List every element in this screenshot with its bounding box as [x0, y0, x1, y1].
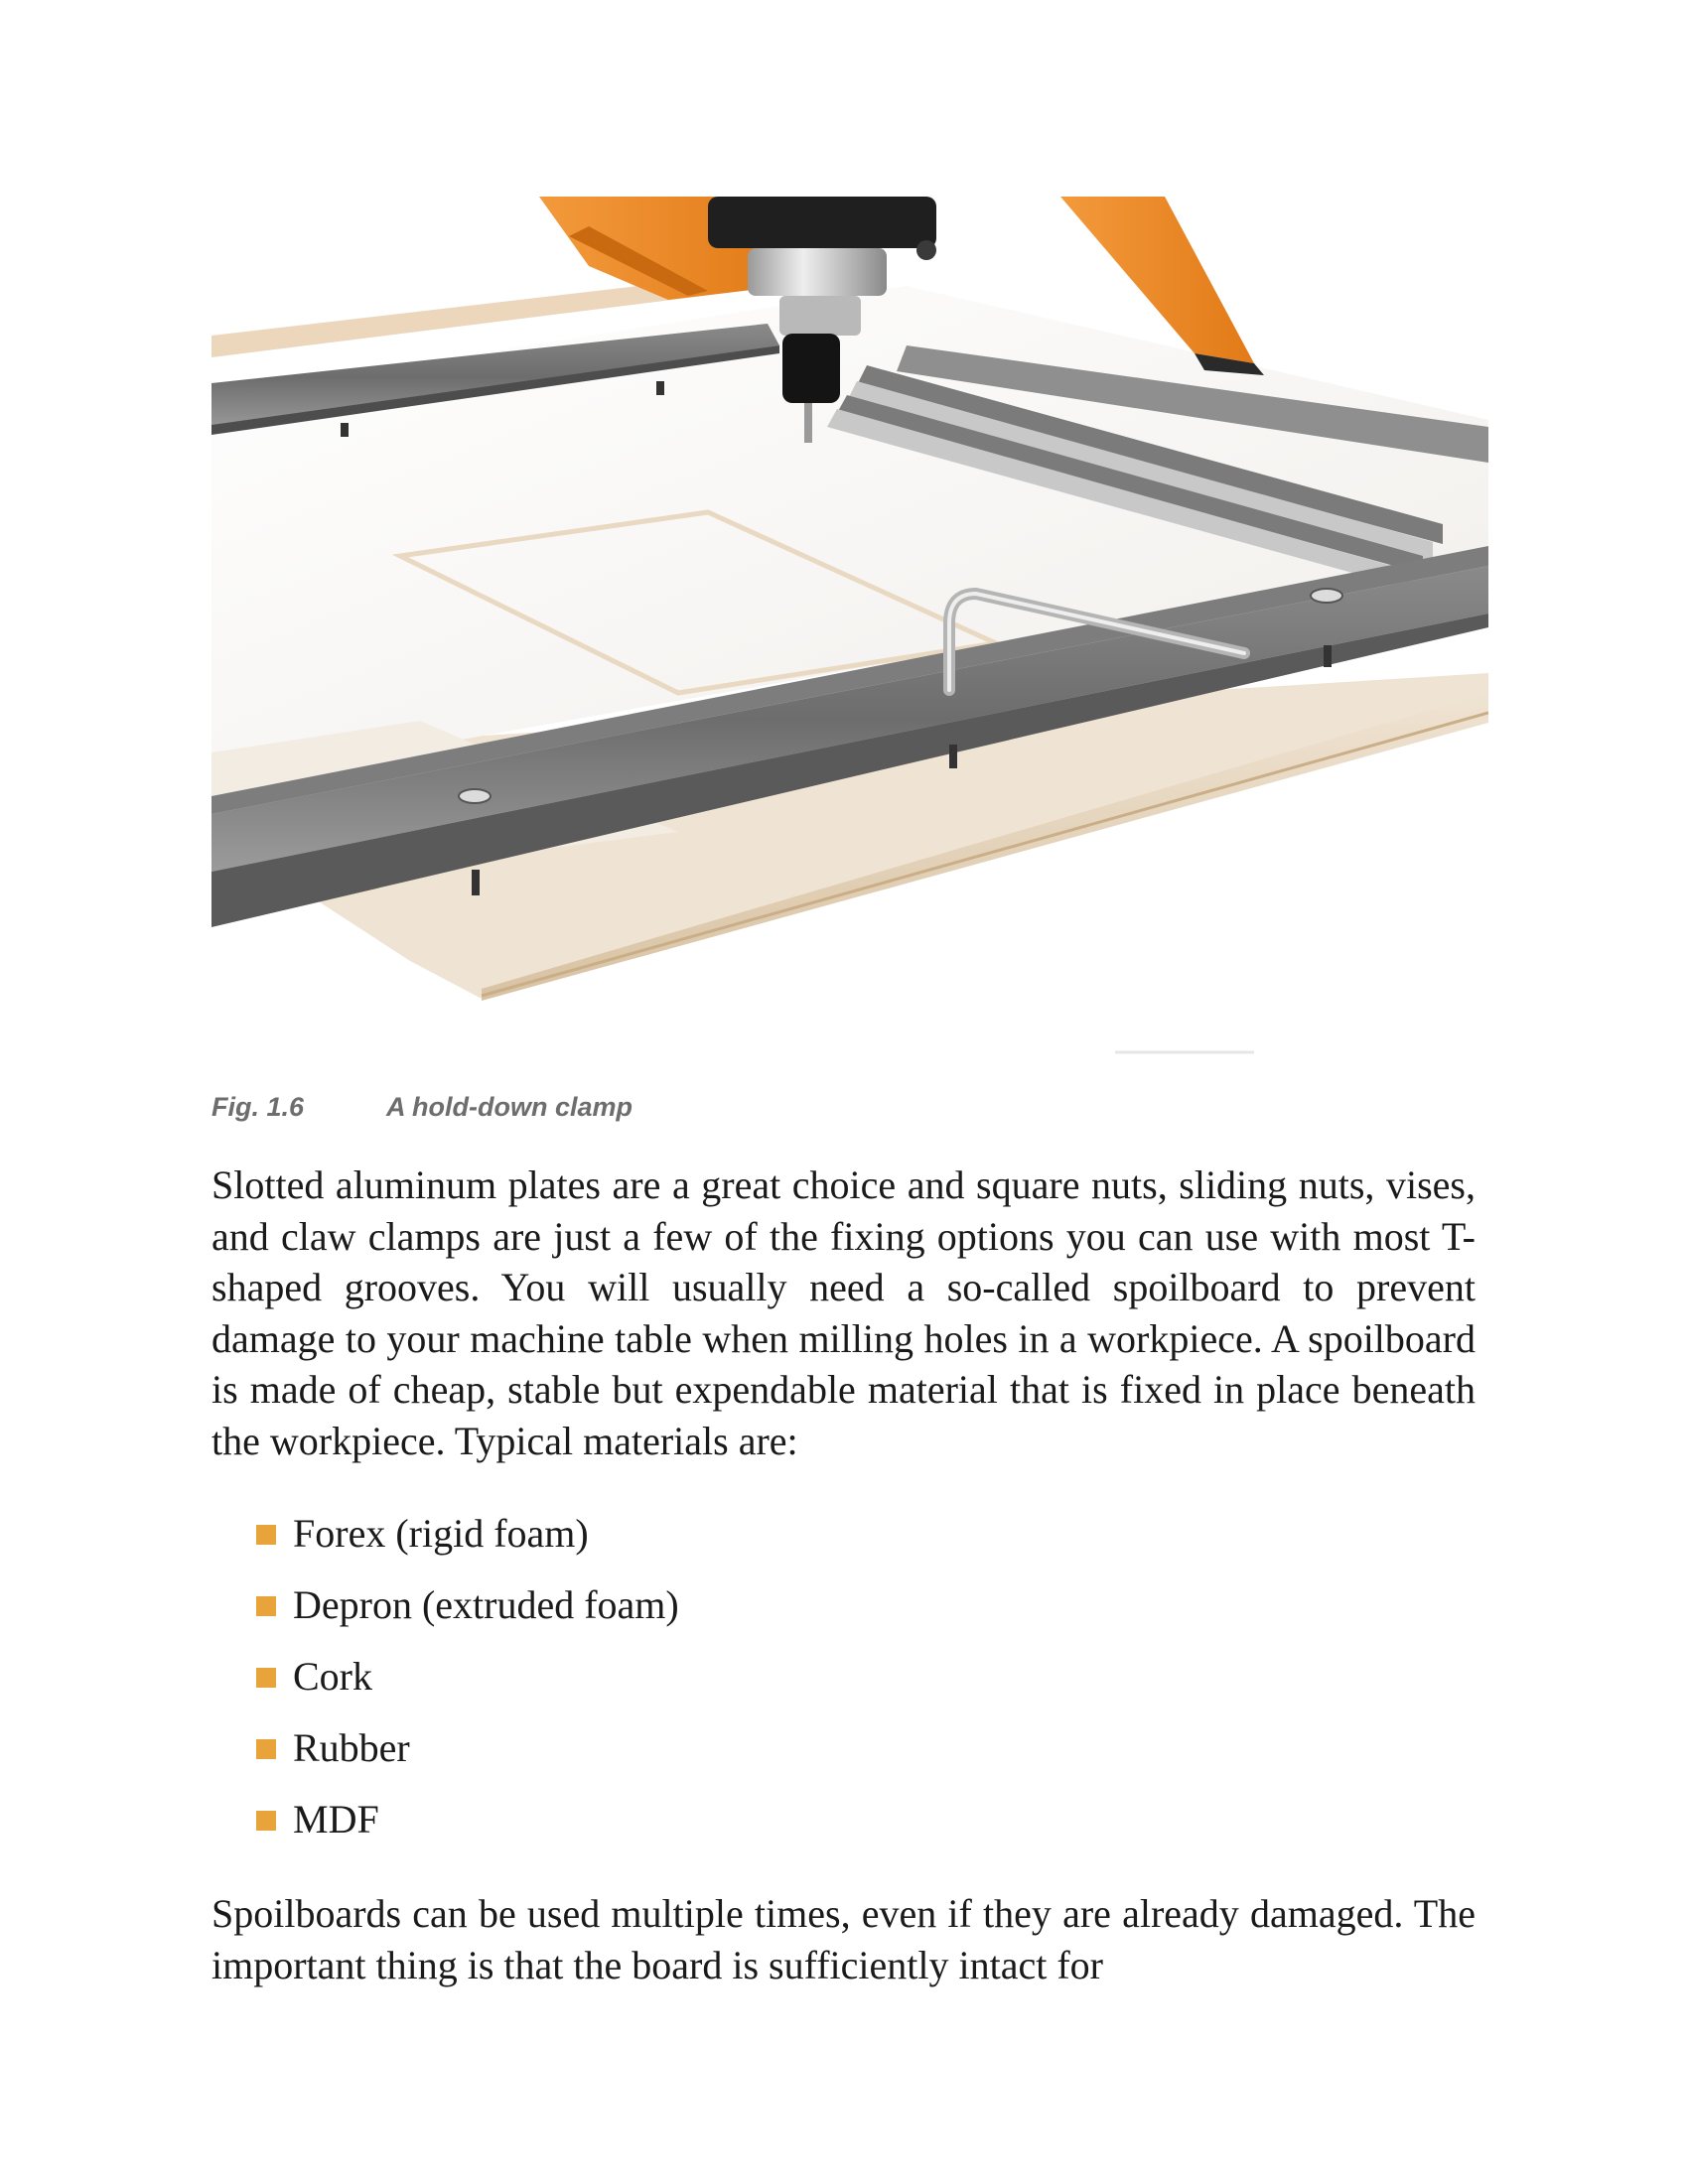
bullet-square-icon: [256, 1739, 276, 1759]
list-item-label: MDF: [293, 1797, 379, 1842]
body-paragraph-2: Spoilboards can be used multiple times, even if they are already damaged. The important thing is that the board is sufficiently intact for: [211, 1891, 1476, 1987]
list-item: [256, 1575, 679, 1647]
bullet-square-icon: [256, 1668, 276, 1688]
list-item: [256, 1718, 679, 1790]
list-item: [256, 1504, 679, 1575]
list-item-label: Depron (extruded foam): [293, 1582, 679, 1627]
list-item-label: Rubber: [293, 1725, 410, 1770]
figure-photo: [211, 197, 1488, 1062]
list-item-label: Cork: [293, 1654, 372, 1699]
materials-list: [256, 1504, 679, 1861]
list-item: [256, 1790, 679, 1861]
list-item-label: Forex (rigid foam): [293, 1511, 589, 1556]
figure-caption: [211, 1092, 633, 1123]
figure-number: Fig. 1.6: [211, 1092, 305, 1122]
cnc-hold-down-clamp-photo: [211, 197, 1488, 1062]
figure-title: A hold-down clamp: [386, 1092, 633, 1122]
bullet-square-icon: [256, 1596, 276, 1616]
body-paragraph-1: Slotted aluminum plates are a great choice and square nuts, sliding nuts, vises, and claw clamps are just a few of the fixing options you can use with most T-shaped grooves. You will usually need a so-called spoilboard to prevent damage to your machine table when milling holes in a workpiece. A spoilboard is made of cheap, stable but expendable material that is fixed in place beneath the workpiece. Typical materials are:: [211, 1162, 1476, 1463]
bullet-square-icon: [256, 1811, 276, 1831]
bullet-square-icon: [256, 1525, 276, 1545]
list-item: [256, 1647, 679, 1718]
